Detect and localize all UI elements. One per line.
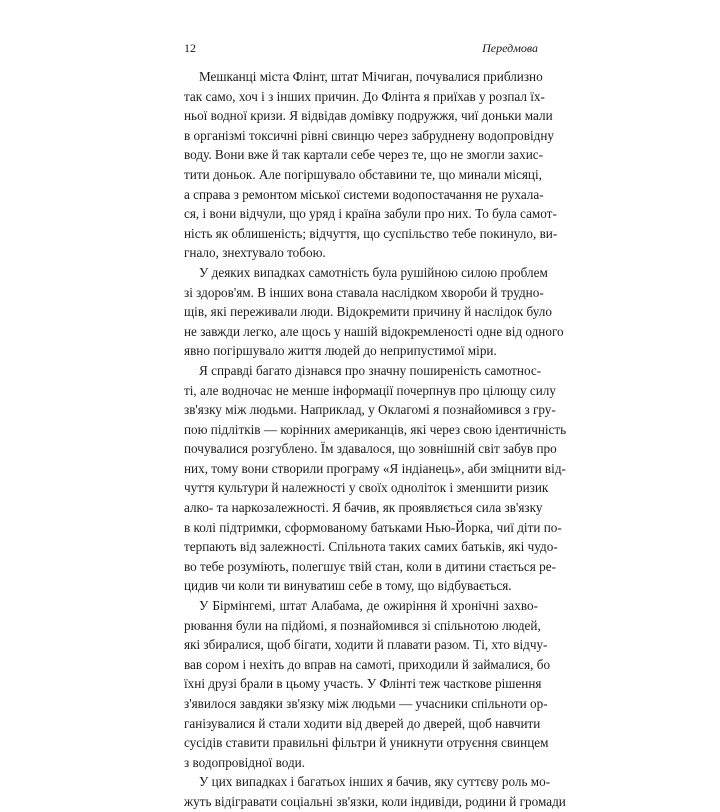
- text-line: ність як облишеність; відчуття, що суспільство тебе покинуло, ви-: [184, 225, 558, 241]
- text-line: з'явилося завдяки зв'язку між людьми — учасники спільноти ор-: [184, 696, 548, 711]
- text-line: почувалися розгублено. Їм здавалося, що зовнішній світ забув про: [184, 441, 557, 457]
- text-line: ньої водної кризи. Я відвідав домівку подружжя, чиї доньки мали: [184, 108, 553, 124]
- paragraph: [184, 772, 566, 811]
- text-line: з водопровідної води.: [184, 754, 306, 770]
- text-line: ті, але водночас не менше інформації почерпнув про цілющу силу: [184, 382, 556, 398]
- text-line: воду. Вони вже й так картали себе через те, що не змогли захис-: [184, 147, 544, 163]
- text-line: явно погіршувало життя людей до неприпустимої міри.: [184, 343, 497, 359]
- text-line: Я справді багато дізнався про значну поширеність самотнос-: [199, 362, 542, 378]
- text-line: так само, хоч і з інших причин. До Флінта я приїхав у розпал їх-: [184, 88, 545, 104]
- text-line: в організмі токсичні рівні свинцю через забруднену водопровідну: [184, 127, 555, 143]
- text-line: зв'язку між людьми. Наприклад, у Оклагомі я познайомився з гру-: [184, 402, 556, 418]
- text-line: терпають від залежності. Спільнота таких самих батьків, які чудо-: [184, 539, 558, 555]
- text-line: рювання були на підйомі, я познайомився зі спільнотою людей,: [184, 617, 541, 633]
- text-line: алко- та наркозалежності. Я бачив, як проявляється сила зв'язку: [184, 500, 543, 516]
- text-line: вав сором і нехіть до вправ на самоті, приходили й займалися, бо: [184, 656, 551, 672]
- text-line: не завжди легко, але щось у нашій відокремленості одне від одного: [184, 323, 564, 339]
- text-line: пою підлітків — корінних американців, які через свою ідентичність: [184, 421, 567, 437]
- text-line: щів, які переживали люди. Відокремити причину й наслідок було: [184, 304, 552, 320]
- text-line: а справа з ремонтом міської системи водопостачання не рухала-: [184, 186, 544, 202]
- page-number: 12: [184, 41, 196, 55]
- text-line: ся, і вони відчули, що уряд і країна забули про них. То була самот-: [184, 206, 557, 222]
- text-line: чуття культури й належності у своїх одноліток і зменшити ризик: [184, 480, 549, 496]
- text-line: У цих випадках і багатьох інших я бачив, яку суттєву роль мо-: [199, 774, 551, 790]
- paragraph: [184, 67, 558, 263]
- text-line: зі здоров'ям. В інших вона ставала наслідком хвороби й трудно-: [184, 284, 544, 300]
- text-line: жуть відігравати соціальні зв'язки, коли індивіди, родини й громади: [184, 793, 566, 809]
- text-line: цидив чи коли ти винуватиш себе в тому, що відбувається.: [184, 578, 512, 594]
- paragraph: [184, 361, 567, 596]
- text-line: них, тому вони створили програму «Я індіанець», аби зміцнити від-: [184, 460, 566, 476]
- text-line: ганізувалися й стали ходити від дверей до дверей, щоб навчити: [184, 715, 541, 731]
- text-line: в колі підтримки, сформованому батьками Нью-Йорка, чиї діти по-: [184, 519, 562, 535]
- text-line: які збиралися, щоб бігати, ходити й плавати разом. Ті, хто відчу-: [184, 637, 548, 653]
- running-head: Передмова: [482, 41, 538, 55]
- text-line: У деяких випадках самотність була рушійною силою проблем: [199, 264, 548, 280]
- text-line: гнало, знехтувало тобою.: [184, 245, 326, 261]
- page-header: [184, 41, 538, 57]
- text-line: во тебе розуміють, полегшує твій стан, коли в дитини стається ре-: [184, 558, 556, 574]
- text-line: їхні друзі брали в цьому участь. У Флінті теж часткове рішення: [184, 676, 542, 692]
- text-line: У Бірмінгемі, штат Алабама, де ожиріння й хронічні захво-: [199, 598, 538, 614]
- text-line: тити доньок. Але погіршувало обставини те, що минали місяці,: [184, 166, 542, 182]
- paragraph: [184, 596, 551, 772]
- text-line: сусідів ставити правильні фільтри й уникнути отруєння свинцем: [184, 735, 549, 751]
- paragraph: [184, 263, 564, 361]
- body-text: [184, 67, 567, 812]
- text-line: Мешканці міста Флінт, штат Мічиган, почувалися приблизно: [199, 69, 543, 84]
